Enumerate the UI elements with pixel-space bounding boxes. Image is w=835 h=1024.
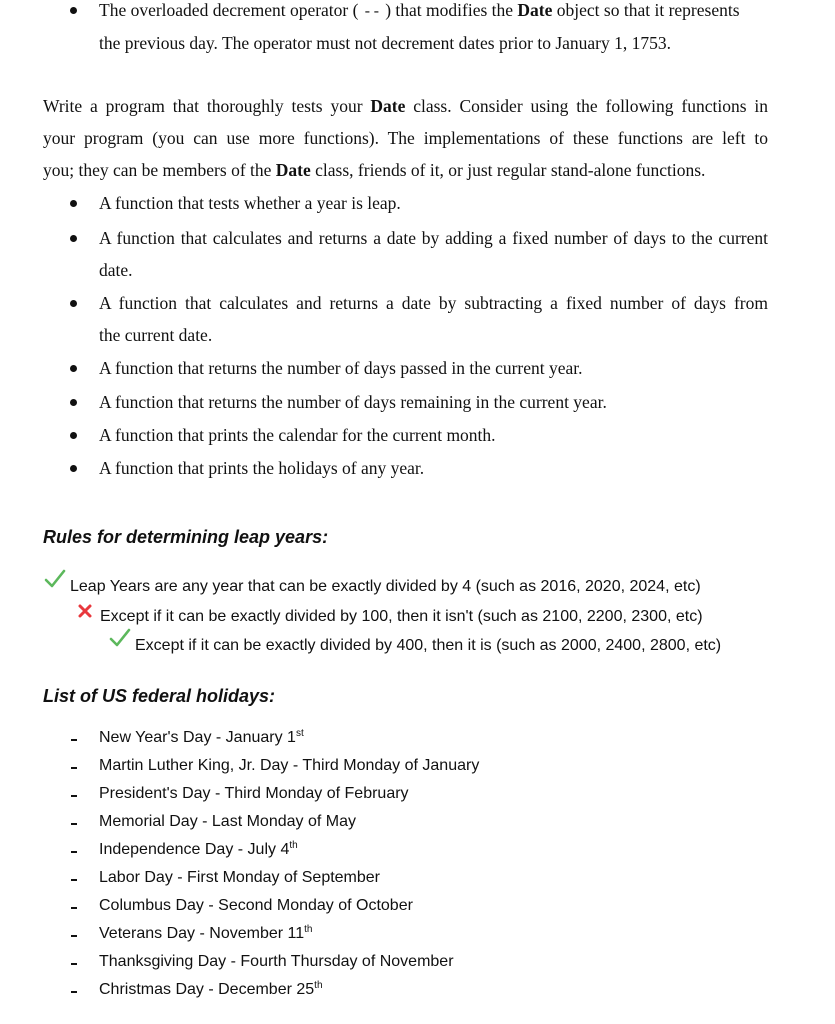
- holiday-text: Christmas Day - December 25: [99, 981, 315, 998]
- holiday-veterans: [99, 925, 312, 943]
- bullet-dot: [70, 399, 77, 406]
- bold-class-name: Date: [370, 96, 406, 116]
- holiday-christmas: [99, 981, 323, 999]
- ordinal-suffix: th: [289, 840, 298, 851]
- text-fragment: Write a program that thoroughly tests your: [43, 96, 371, 116]
- intro-line1: [43, 96, 768, 117]
- leap-rule-divisible-by-4: Leap Years are any year that can be exactly divided by 4 (such as 2016, 2020, 2024, etc): [70, 578, 701, 595]
- cross-icon: [78, 604, 92, 618]
- bullet-dot: [70, 300, 77, 307]
- text-fragment: The overloaded decrement operator (: [99, 0, 363, 20]
- text-fragment: class, friends of it, or just regular stand-alone functions.: [310, 160, 706, 180]
- holiday-thanksgiving: Thanksgiving Day - Fourth Thursday of November: [99, 953, 454, 970]
- leap-rules-heading: Rules for determining leap years:: [43, 527, 329, 547]
- leap-rule-except-400: Except if it can be exactly divided by 400, then it is (such as 2000, 2400, 2800, etc): [135, 637, 722, 654]
- bullet-dot: [70, 432, 77, 439]
- intro-line2: your program (you can use more functions). The implementations of these functions are left to: [43, 128, 768, 148]
- bold-class-name: Date: [275, 160, 311, 180]
- list-dash: [71, 767, 77, 769]
- text-fragment: class. Consider using the following functions in: [405, 96, 768, 116]
- bullet-dot: [70, 200, 77, 207]
- list-dash: [71, 851, 77, 853]
- ordinal-suffix: st: [295, 728, 304, 739]
- holiday-presidents: President's Day - Third Monday of February: [99, 785, 409, 802]
- list-dash: [71, 795, 77, 797]
- text-fragment: object so that it represents: [552, 0, 740, 20]
- holiday-new-years: [99, 729, 304, 747]
- holiday-text: Veterans Day - November 11: [99, 925, 305, 942]
- text-fragment: you; they can be members of the: [43, 160, 276, 180]
- check-icon: [44, 569, 66, 589]
- operator-symbol: --: [362, 4, 381, 21]
- list-dash: [71, 991, 77, 993]
- list-dash: [71, 907, 77, 909]
- list-dash: [71, 739, 77, 741]
- function-item-holidays: A function that prints the holidays of any year.: [99, 458, 425, 478]
- bullet-dot: [70, 365, 77, 372]
- holiday-mlk: Martin Luther King, Jr. Day - Third Monday of January: [99, 757, 480, 774]
- decrement-item-line1: [99, 0, 740, 21]
- function-item-add-days-line2: date.: [99, 260, 133, 280]
- function-item-add-days-line1: A function that calculates and returns a date by adding a fixed number of days to the current: [99, 228, 768, 248]
- holiday-text: New Year's Day - January 1: [99, 729, 296, 746]
- list-dash: [71, 823, 77, 825]
- leap-rule-except-100: Except if it can be exactly divided by 100, then it isn't (such as 2100, 2200, 2300, etc): [100, 608, 703, 625]
- intro-line3: [43, 160, 705, 181]
- ordinal-suffix: th: [314, 980, 323, 991]
- function-item-subtract-days-line2: the current date.: [99, 325, 213, 345]
- check-icon: [109, 628, 131, 648]
- list-dash: [71, 879, 77, 881]
- holiday-independence: [99, 841, 298, 859]
- function-item-leap: A function that tests whether a year is leap.: [99, 193, 401, 213]
- ordinal-suffix: th: [304, 924, 313, 935]
- holiday-labor: Labor Day - First Monday of September: [99, 869, 381, 886]
- function-item-days-passed: A function that returns the number of days passed in the current year.: [99, 358, 583, 378]
- bold-class-name: Date: [517, 0, 553, 20]
- function-item-days-remaining: A function that returns the number of days remaining in the current year.: [99, 392, 607, 412]
- holidays-heading: List of US federal holidays:: [43, 686, 276, 706]
- bullet-dot: [70, 235, 77, 242]
- list-dash: [71, 935, 77, 937]
- function-item-calendar: A function that prints the calendar for the current month.: [99, 425, 496, 445]
- holiday-columbus: Columbus Day - Second Monday of October: [99, 897, 413, 914]
- bullet-dot: [70, 465, 77, 472]
- holiday-text: Independence Day - July 4: [99, 841, 290, 858]
- holiday-memorial: Memorial Day - Last Monday of May: [99, 813, 356, 830]
- decrement-item-line2: the previous day. The operator must not decrement dates prior to January 1, 1753.: [99, 33, 671, 53]
- function-item-subtract-days-line1: A function that calculates and returns a date by subtracting a fixed number of days from: [99, 293, 768, 313]
- list-dash: [71, 963, 77, 965]
- bullet-dot: [70, 7, 77, 14]
- text-fragment: ) that modifies the: [380, 0, 518, 20]
